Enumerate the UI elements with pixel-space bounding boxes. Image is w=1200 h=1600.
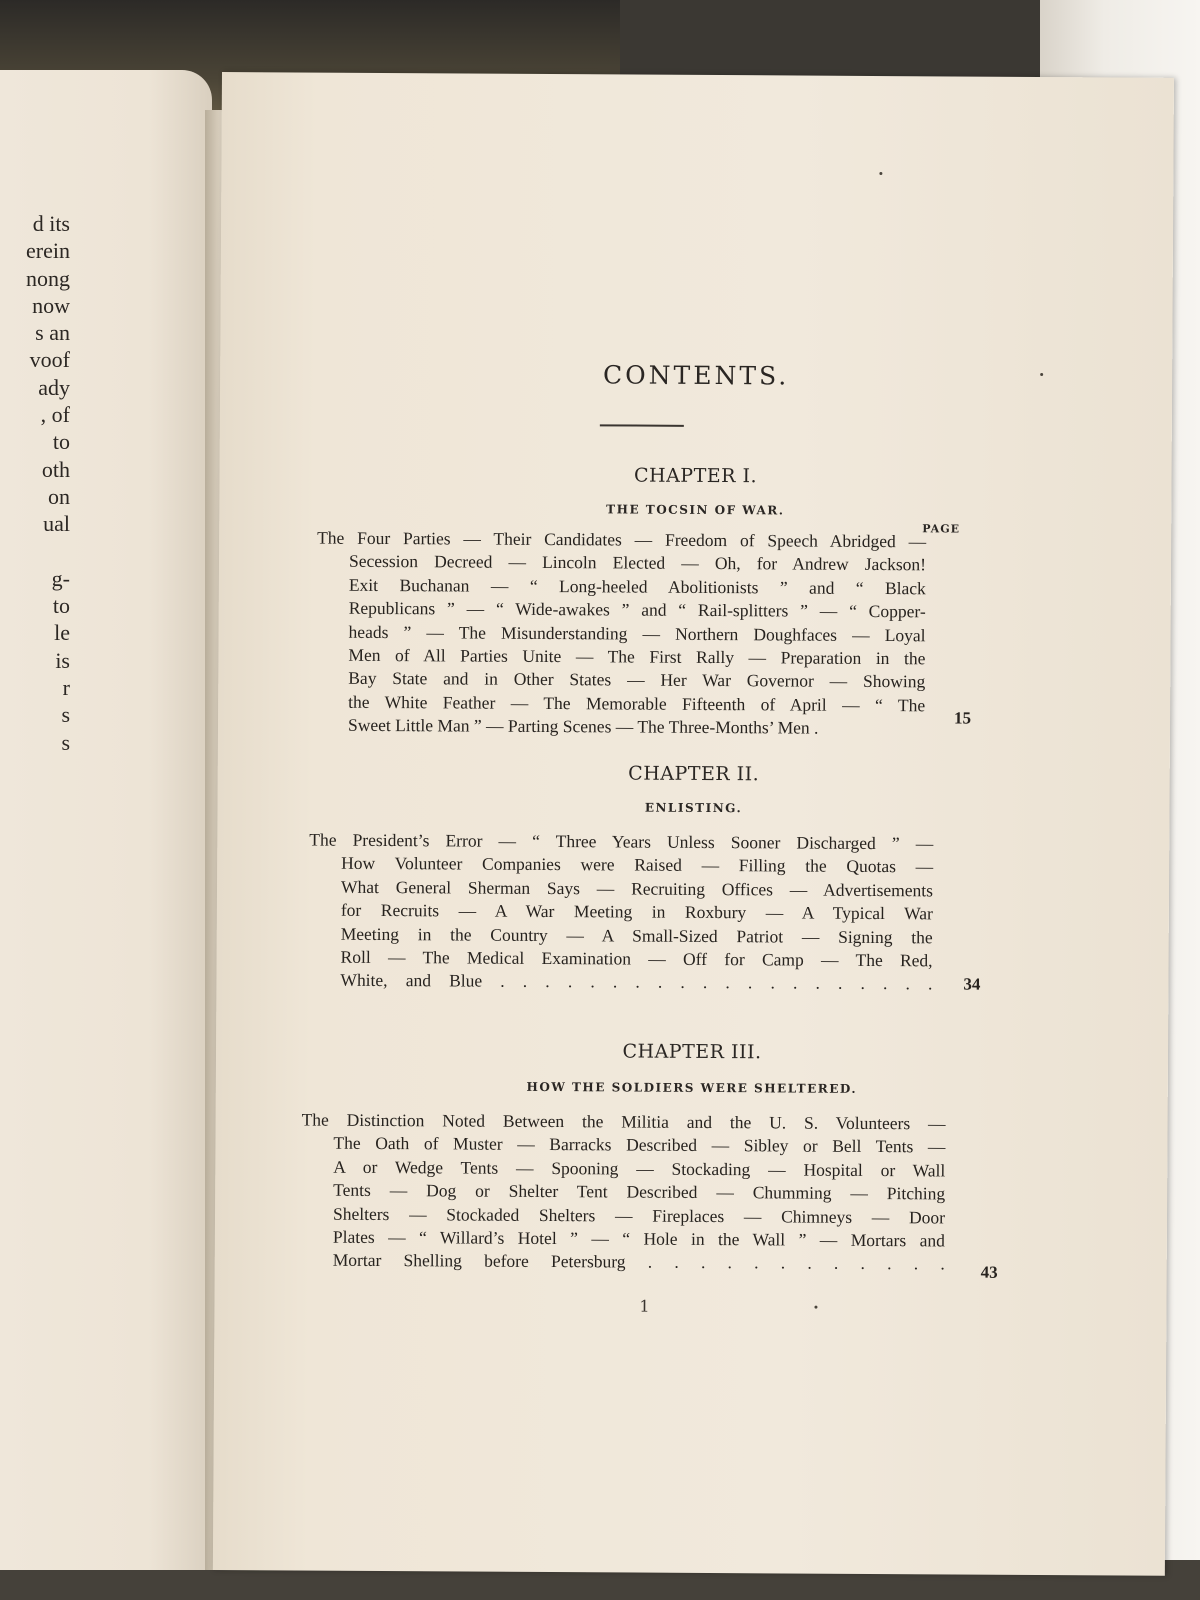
- summary-line: Meeting in the Country — A Small-Sized Patriot — Signing the: [340, 923, 933, 947]
- contents-page: [213, 72, 1174, 1576]
- page-column-label: PAGE: [922, 522, 961, 536]
- summary-line: A or Wedge Tents — Spooning — Stockading — Hospital or Wall: [333, 1156, 946, 1181]
- summary-line: The President’s Error — “ Three Years Unless Sooner Discharged ” —: [309, 829, 934, 854]
- summary-line: for Recruits — A War Meeting in Roxbury — A Typical War: [340, 899, 933, 924]
- chapter-2-subtitle: ENLISTING.: [644, 800, 743, 816]
- left-line: ual: [43, 511, 70, 537]
- summary-line: How Volunteer Companies were Raised — Filling the Quotas —: [341, 853, 934, 877]
- page-title: CONTENTS.: [602, 360, 790, 391]
- summary-line: the White Feather — The Memorable Fifteenth of April — “ The: [348, 691, 926, 716]
- chapter-3-heading: CHAPTER III.: [622, 1040, 762, 1064]
- summary-line: Secession Decreed — Lincoln Elected — Oh, for Andrew Jackson!: [348, 551, 927, 575]
- left-line: is: [55, 647, 70, 673]
- left-line: [0, 538, 70, 565]
- left-line: to: [52, 429, 70, 455]
- chapter-1-summary: [317, 527, 927, 741]
- chapter-3-summary: [301, 1109, 946, 1277]
- paper-speck: [1040, 373, 1043, 376]
- left-line: d its: [32, 211, 70, 236]
- chapter-1-page-number: 15: [954, 708, 972, 728]
- title-rule: [600, 424, 684, 427]
- left-line: s: [61, 702, 70, 728]
- folio-number: 1: [639, 1296, 650, 1316]
- summary-line: Sweet Little Man ” — Parting Scenes — The Three-Months’ Men .: [347, 715, 819, 738]
- left-line: now: [32, 292, 70, 318]
- summary-line: Republicans ” — “ Wide-awakes ” and “ Rail-splitters ” — “ Copper-: [348, 598, 926, 622]
- summary-line: Plates — “ Willard’s Hotel ” — “ Hole in the Wall ” — Mortars and: [332, 1226, 945, 1251]
- chapter-1-heading: CHAPTER I.: [633, 464, 758, 488]
- left-line: erein: [26, 238, 70, 264]
- left-line: oth: [41, 456, 70, 482]
- summary-line: Men of All Parties Unite — The First Rally — Preparation in the: [348, 644, 926, 669]
- chapter-3-subtitle: HOW THE SOLDIERS WERE SHELTERED.: [526, 1079, 858, 1096]
- chapter-2-heading: CHAPTER II.: [628, 762, 760, 786]
- left-line: on: [48, 483, 70, 509]
- left-line: to: [52, 593, 70, 619]
- left-line: s an: [35, 320, 70, 346]
- summary-line: Exit Buchanan — “ Long-heeled Abolitionists ” and “ Black: [348, 574, 926, 599]
- left-line: g-: [51, 565, 70, 591]
- summary-line: Roll — The Medical Examination — Off for Camp — The Red,: [340, 946, 933, 971]
- paper-speck: [814, 1306, 817, 1309]
- left-page: [0, 70, 212, 1570]
- left-line: s: [61, 729, 70, 755]
- chapter-1-subtitle: THE TOCSIN OF WAR.: [606, 502, 785, 518]
- left-line: voof: [29, 347, 70, 373]
- summary-line: White, and Blue . . . . . . . . . . . . . . . . . . . .: [340, 970, 933, 994]
- chapter-3-page-number: 43: [980, 1262, 998, 1282]
- left-line: nong: [26, 265, 70, 291]
- left-line: r: [62, 675, 70, 701]
- summary-line: Mortar Shelling before Petersburg . . . . . . . . . . . .: [332, 1250, 945, 1274]
- chapter-2-summary: [309, 829, 934, 996]
- summary-line: Bay State and in Other States — Her War Governor — Showing: [348, 668, 926, 692]
- summary-line: heads ” — The Misunderstanding — Northern Doughfaces — Loyal: [348, 621, 926, 645]
- summary-line: The Distinction Noted Between the Militia and the U. S. Volunteers —: [301, 1109, 946, 1134]
- paper-speck: [879, 172, 882, 175]
- left-line: le: [54, 620, 70, 646]
- left-line: ady: [38, 374, 70, 400]
- summary-line: The Four Parties — Their Candidates — Freedom of Speech Abridged —: [317, 527, 927, 552]
- summary-line: Shelters — Stockaded Shelters — Fireplaces — Chimneys — Door: [332, 1203, 946, 1228]
- left-line: , of: [40, 402, 70, 428]
- summary-line: Tents — Dog or Shelter Tent Described — Chumming — Pitching: [333, 1179, 946, 1204]
- summary-line: What General Sherman Says — Recruiting Offices — Advertisements: [340, 876, 934, 901]
- left-page-text: [0, 210, 70, 756]
- summary-line: The Oath of Muster — Barracks Described — Sibley or Bell Tents —: [333, 1133, 946, 1157]
- chapter-2-page-number: 34: [963, 974, 981, 994]
